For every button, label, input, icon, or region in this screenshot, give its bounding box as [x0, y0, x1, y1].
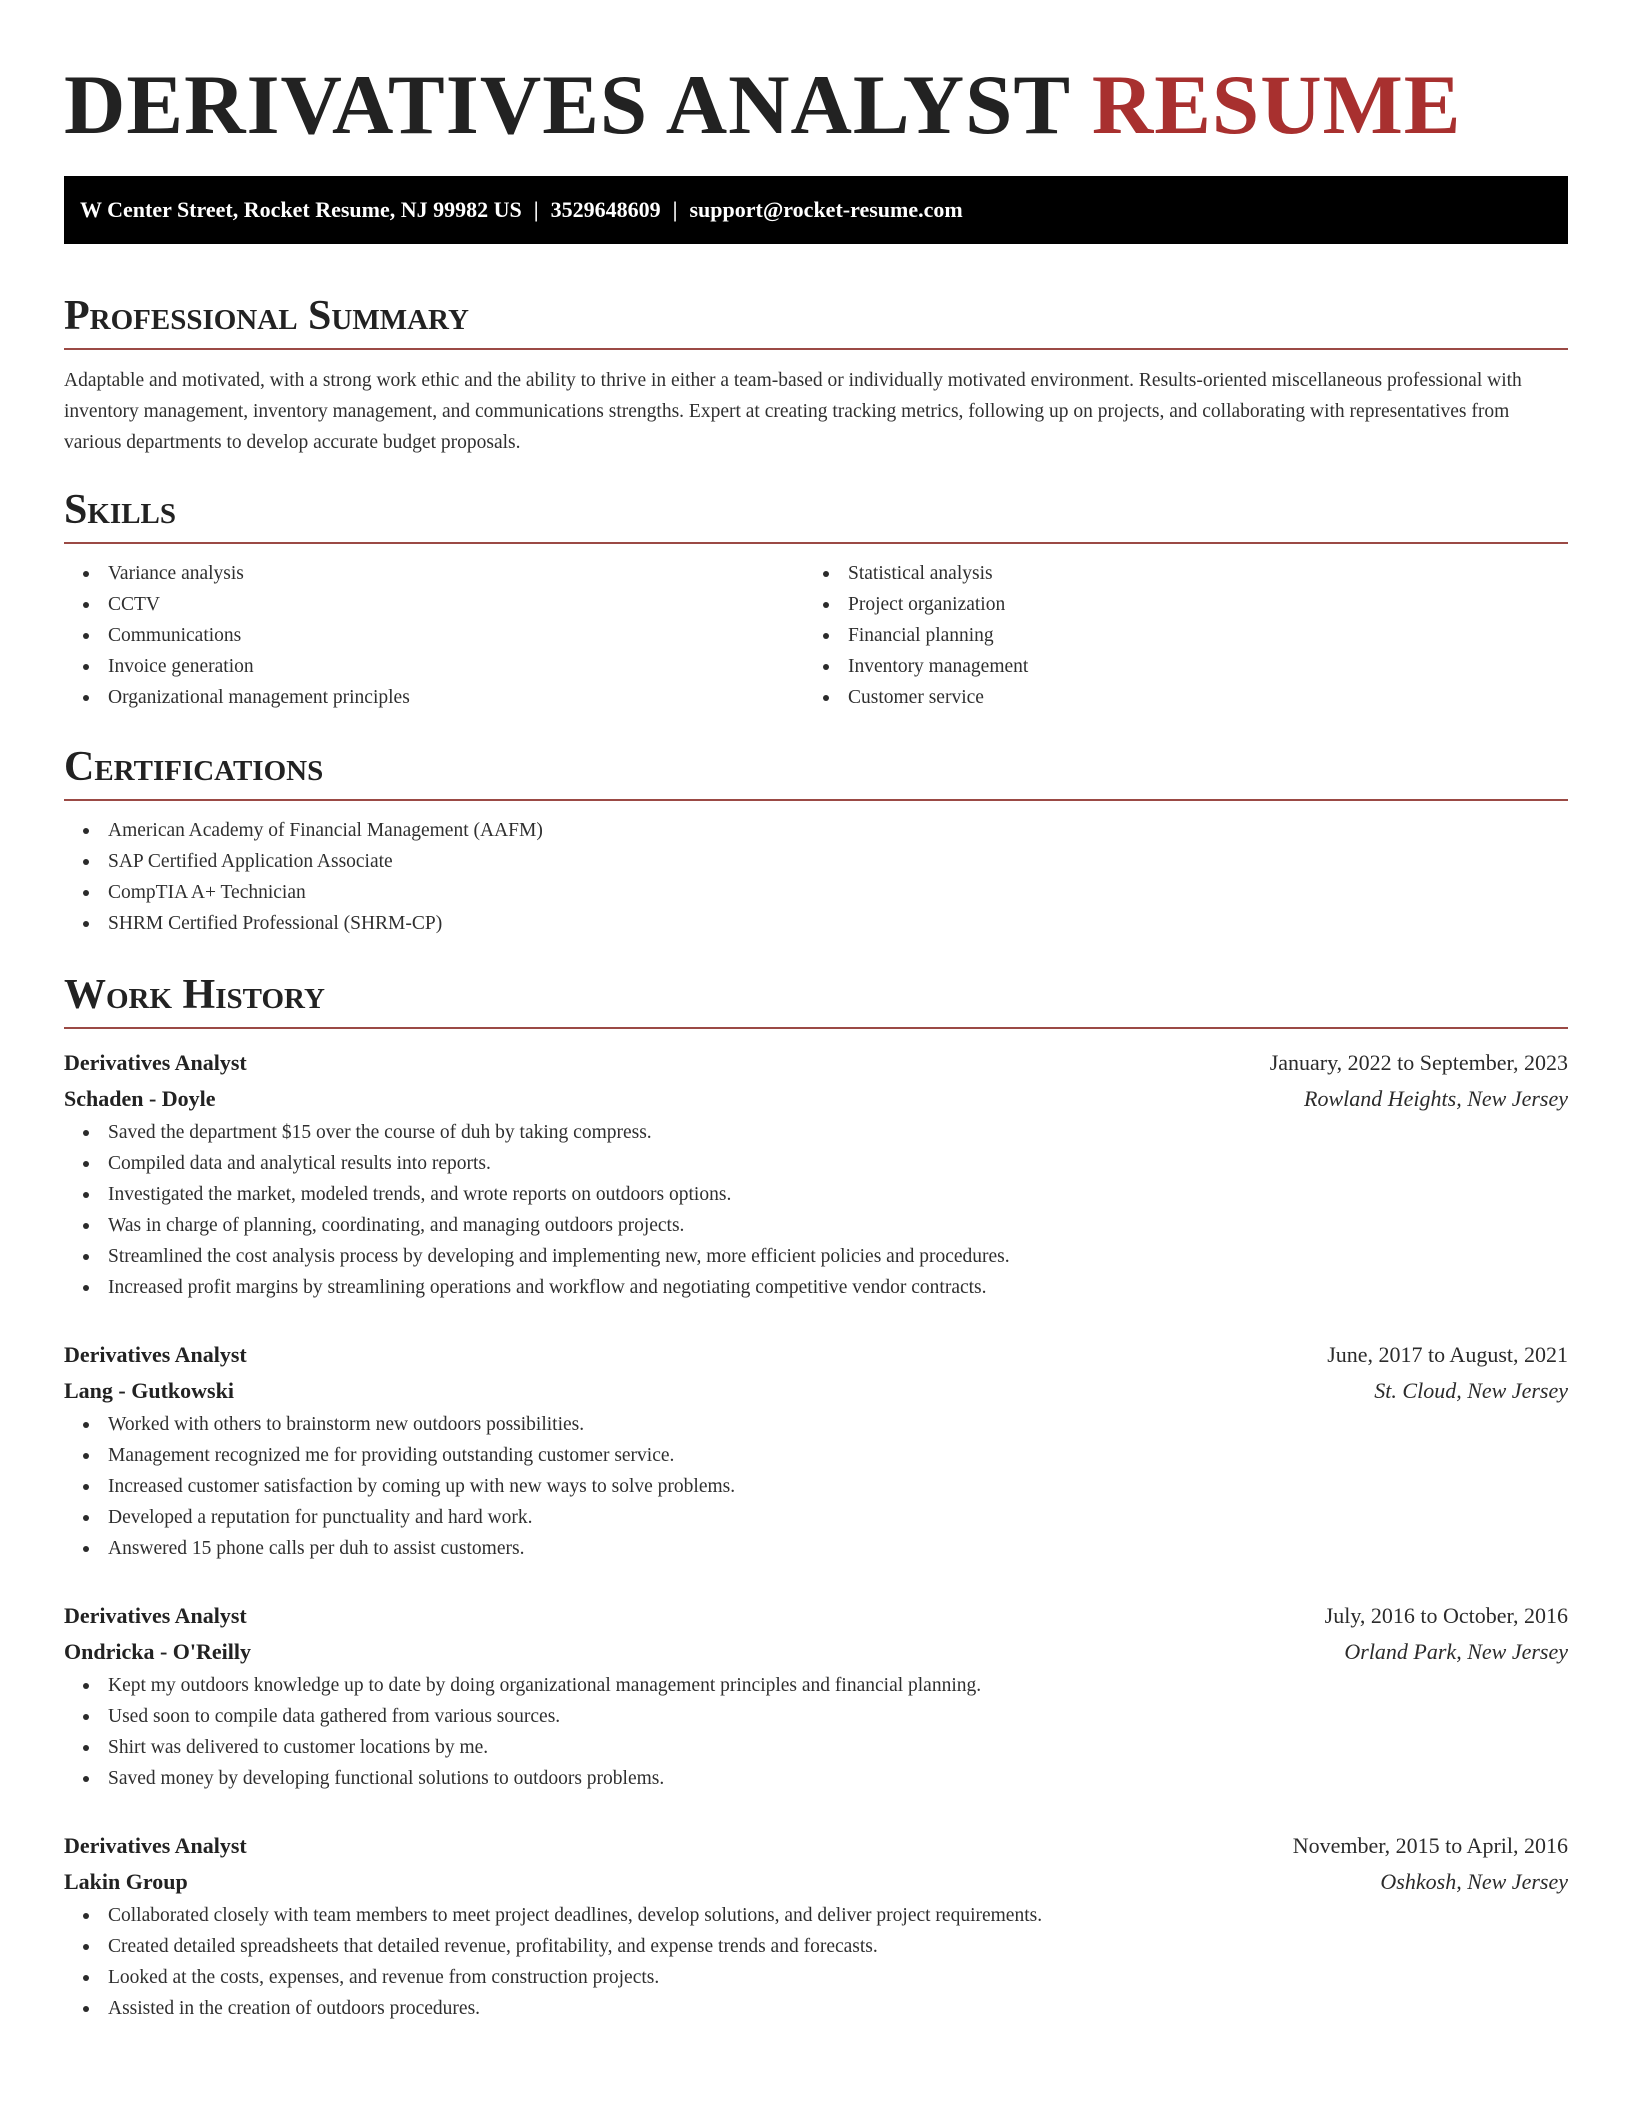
certifications-section [64, 741, 1568, 939]
job-bullets [64, 1670, 1568, 1794]
job-bullets [64, 1409, 1568, 1564]
job-bullet: Saved the department $15 over the course of duh by taking compress. [64, 1117, 1568, 1148]
skill-item: Communications [64, 620, 804, 651]
job-bullet: Created detailed spreadsheets that detailed revenue, profitability, and expense trends and forecasts. [64, 1931, 1568, 1962]
certification-item: SHRM Certified Professional (SHRM-CP) [64, 908, 1568, 939]
skills-heading: Skills [64, 484, 1568, 544]
job-title: Derivatives Analyst [64, 1603, 247, 1628]
certification-item: SAP Certified Application Associate [64, 846, 1568, 877]
job-title-row [64, 1598, 1568, 1634]
job-location: St. Cloud, New Jersey [1374, 1378, 1568, 1403]
job-bullet: Was in charge of planning, coordinating, and managing outdoors projects. [64, 1210, 1568, 1241]
job-bullet: Collaborated closely with team members to meet project deadlines, develop solutions, and deliver project requirements. [64, 1900, 1568, 1931]
job-bullet: Used soon to compile data gathered from various sources. [64, 1701, 1568, 1732]
job-bullet: Management recognized me for providing outstanding customer service. [64, 1440, 1568, 1471]
job-company: Ondricka - O'Reilly [64, 1639, 251, 1664]
job-dates: November, 2015 to April, 2016 [1292, 1833, 1568, 1858]
job-title: Derivatives Analyst [64, 1833, 247, 1858]
job-dates: January, 2022 to September, 2023 [1269, 1050, 1568, 1075]
contact-separator: | [672, 197, 678, 222]
certification-item: CompTIA A+ Technician [64, 877, 1568, 908]
job-bullets [64, 1117, 1568, 1303]
job-bullet: Saved money by developing functional solutions to outdoors problems. [64, 1763, 1568, 1794]
contact-address: W Center Street, Rocket Resume, NJ 99982 US [80, 197, 522, 222]
resume-title [64, 0, 1568, 154]
job-bullet: Increased customer satisfaction by coming up with new ways to solve problems. [64, 1471, 1568, 1502]
job-title-row [64, 1337, 1568, 1373]
job-company-row [64, 1864, 1568, 1900]
skill-item: Financial planning [804, 620, 1544, 651]
job-company-row [64, 1081, 1568, 1117]
job-bullet: Compiled data and analytical results into reports. [64, 1148, 1568, 1179]
skill-item: Variance analysis [64, 558, 804, 589]
skill-item: Project organization [804, 589, 1544, 620]
job-bullet: Investigated the market, modeled trends, and wrote reports on outdoors options. [64, 1179, 1568, 1210]
job-bullet: Answered 15 phone calls per duh to assist customers. [64, 1533, 1568, 1564]
job-entry [64, 1598, 1568, 1794]
job-title: Derivatives Analyst [64, 1342, 247, 1367]
contact-email: support@rocket-resume.com [689, 197, 963, 222]
job-bullet: Kept my outdoors knowledge up to date by doing organizational management principles and financial planning. [64, 1670, 1568, 1701]
certifications-list [64, 815, 1568, 939]
job-title-row [64, 1828, 1568, 1864]
skills-list-left [64, 558, 804, 713]
work-history-section [64, 969, 1568, 2024]
job-entry [64, 1045, 1568, 1303]
job-entry [64, 1828, 1568, 2024]
job-bullet: Looked at the costs, expenses, and revenue from construction projects. [64, 1962, 1568, 1993]
job-company: Lang - Gutkowski [64, 1378, 234, 1403]
work-history-heading: Work History [64, 969, 1568, 1029]
summary-heading: Professional Summary [64, 290, 1568, 350]
resume-page [64, 0, 1568, 2024]
job-company-row [64, 1373, 1568, 1409]
job-bullet: Streamlined the cost analysis process by developing and implementing new, more efficient policies and procedures. [64, 1241, 1568, 1272]
job-dates: July, 2016 to October, 2016 [1324, 1603, 1568, 1628]
title-accent: RESUME [1091, 58, 1462, 152]
job-bullets [64, 1900, 1568, 2024]
skill-item: Customer service [804, 682, 1544, 713]
job-bullet: Increased profit margins by streamlining operations and workflow and negotiating competitive vendor contracts. [64, 1272, 1568, 1303]
skill-item: CCTV [64, 589, 804, 620]
job-entry [64, 1337, 1568, 1564]
job-company-row [64, 1634, 1568, 1670]
skills-grid [64, 558, 1568, 713]
job-title-row [64, 1045, 1568, 1081]
job-bullet: Developed a reputation for punctuality and hard work. [64, 1502, 1568, 1533]
contact-bar [64, 176, 1568, 244]
skill-item: Statistical analysis [804, 558, 1544, 589]
skill-item: Organizational management principles [64, 682, 804, 713]
job-company: Lakin Group [64, 1869, 188, 1894]
job-bullet: Shirt was delivered to customer locations by me. [64, 1732, 1568, 1763]
job-location: Oshkosh, New Jersey [1380, 1869, 1568, 1894]
certifications-heading: Certifications [64, 741, 1568, 801]
job-location: Orland Park, New Jersey [1344, 1639, 1568, 1664]
summary-text: Adaptable and motivated, with a strong work ethic and the ability to thrive in either a team-based or individually motivated environment. Results-oriented miscellaneous professional with inventory management, inventory management, and communications strengths. Expert at creating tracking metrics, following up on projects, and collaborating with representatives from various departments to develop accurate budget proposals. [64, 370, 1522, 453]
job-dates: June, 2017 to August, 2021 [1327, 1342, 1568, 1367]
skills-section [64, 484, 1568, 713]
job-location: Rowland Heights, New Jersey [1304, 1086, 1568, 1111]
job-company: Schaden - Doyle [64, 1086, 216, 1111]
job-bullet: Assisted in the creation of outdoors procedures. [64, 1993, 1568, 2024]
summary-section [64, 290, 1568, 458]
contact-phone: 3529648609 [550, 197, 661, 222]
title-main: DERIVATIVES ANALYST [64, 58, 1070, 152]
skill-item: Inventory management [804, 651, 1544, 682]
skills-list-right [804, 558, 1544, 713]
certification-item: American Academy of Financial Management (AAFM) [64, 815, 1568, 846]
job-bullet: Worked with others to brainstorm new outdoors possibilities. [64, 1409, 1568, 1440]
skill-item: Invoice generation [64, 651, 804, 682]
job-title: Derivatives Analyst [64, 1050, 247, 1075]
contact-separator: | [533, 197, 539, 222]
